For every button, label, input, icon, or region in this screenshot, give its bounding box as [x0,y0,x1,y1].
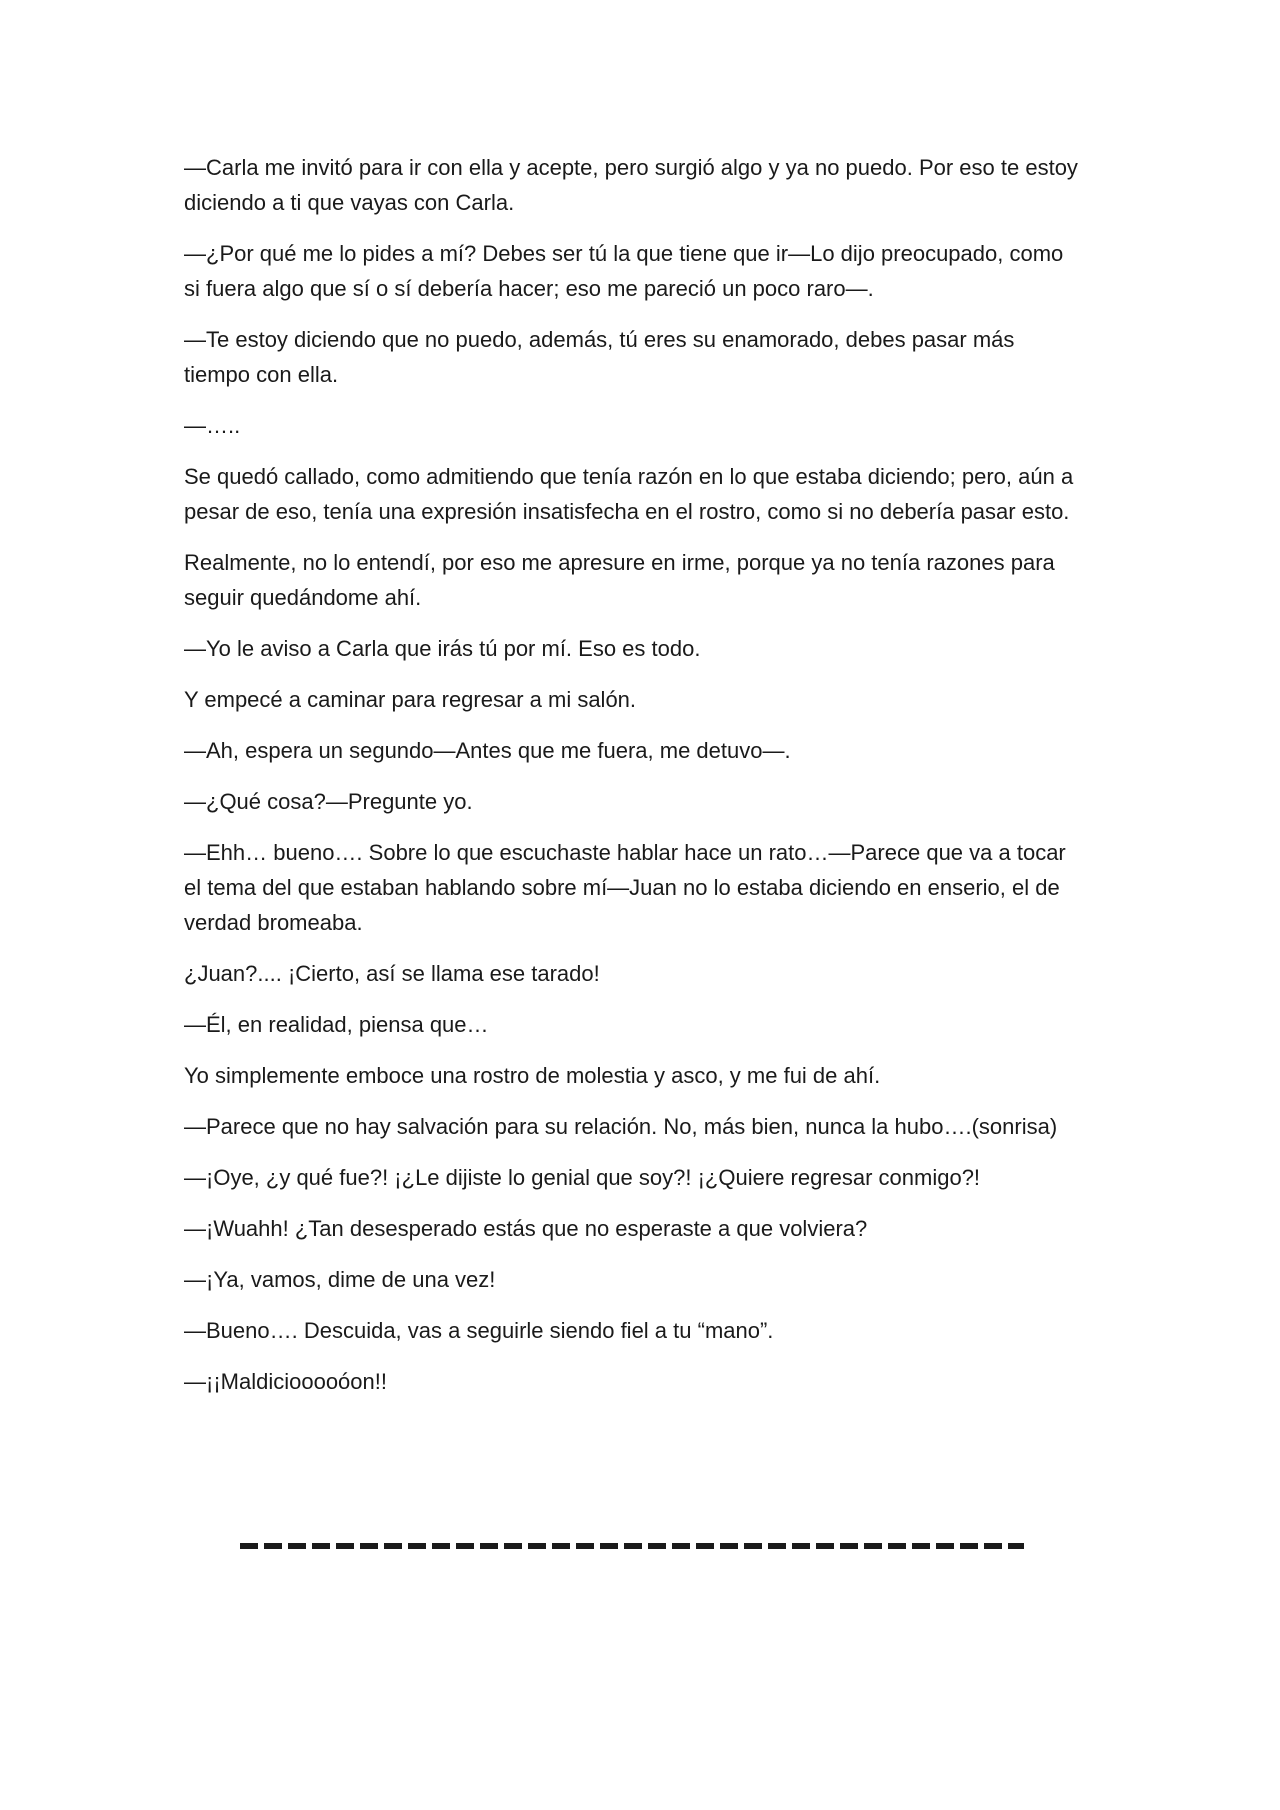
paragraph: Se quedó callado, como admitiendo que tenía razón en lo que estaba diciendo; pero, aún a pesar de eso, tenía una expresión insatisfecha en el rostro, como si no debería pasar esto. [184,464,1074,524]
paragraph: —Carla me invitó para ir con ella y acepte, pero surgió algo y ya no puedo. Por eso te estoy diciendo a ti que vayas con Carla. [184,155,1078,215]
paragraph: Y empecé a caminar para regresar a mi salón. [184,687,637,712]
paragraph: —¿Qué cosa?—Pregunte yo. [184,789,473,814]
paragraph: Yo simplemente emboce una rostro de molestia y asco, y me fui de ahí. [184,1063,881,1088]
paragraph: —Te estoy diciendo que no puedo, además, tú eres su enamorado, debes pasar más tiempo con ella. [184,327,1015,387]
section-separator [240,1528,1024,1564]
paragraph: —Ah, espera un segundo—Antes que me fuera, me detuvo—. [184,738,791,763]
paragraph: —¡¡Maldiciooooóon!! [184,1369,387,1394]
paragraph: —Parece que no hay salvación para su relación. No, más bien, nunca la hubo….(sonrisa) [184,1114,1058,1139]
document-body [184,150,1084,1415]
paragraph: ¿Juan?.... ¡Cierto, así se llama ese tarado! [184,961,600,986]
paragraph: —Yo le aviso a Carla que irás tú por mí. Eso es todo. [184,636,701,661]
paragraph: —….. [184,413,241,438]
paragraph: —¡Oye, ¿y qué fue?! ¡¿Le dijiste lo genial que soy?! ¡¿Quiere regresar conmigo?! [184,1165,981,1190]
dashed-rule [240,1543,1024,1549]
paragraph: Realmente, no lo entendí, por eso me apresure en irme, porque ya no tenía razones para seguir quedándome ahí. [184,550,1055,610]
paragraph: —¡Wuahh! ¿Tan desesperado estás que no esperaste a que volviera? [184,1216,868,1241]
paragraph: —Ehh… bueno…. Sobre lo que escuchaste hablar hace un rato…—Parece que va a tocar el tema del que estaban hablando sobre mí—Juan no lo estaba diciendo en enserio, el de verdad bromeaba. [184,840,1066,935]
paragraph: —¡Ya, vamos, dime de una vez! [184,1267,496,1292]
paragraph: —Él, en realidad, piensa que… [184,1012,489,1037]
paragraph: —Bueno…. Descuida, vas a seguirle siendo fiel a tu “mano”. [184,1318,774,1343]
paragraph: —¿Por qué me lo pides a mí? Debes ser tú la que tiene que ir—Lo dijo preocupado, como si fuera algo que sí o sí debería hacer; eso me pareció un poco raro—. [184,241,1064,301]
